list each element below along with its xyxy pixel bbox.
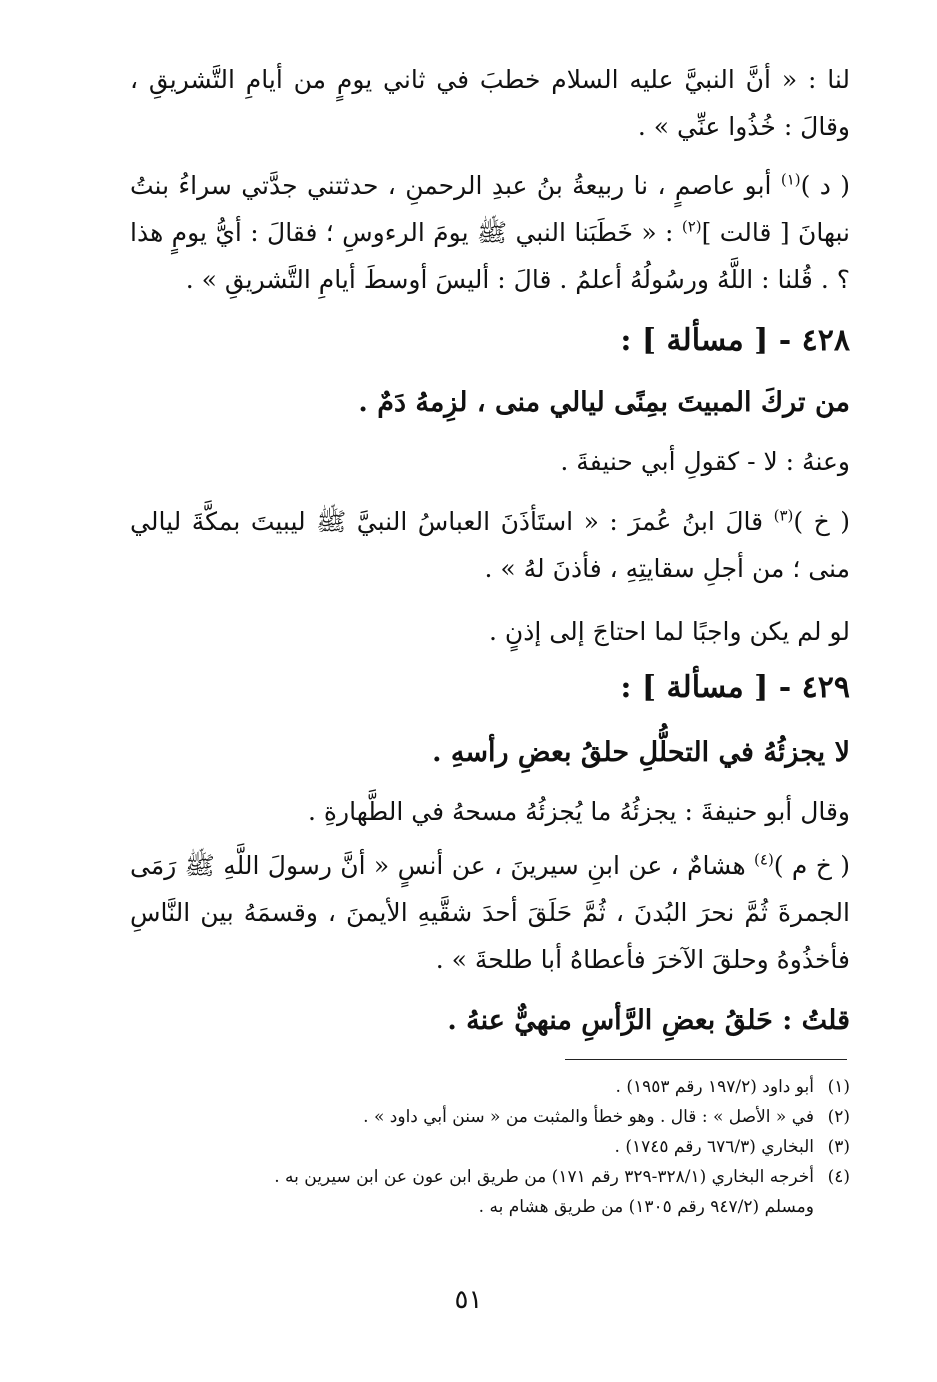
issue-428-narration-block	[130, 438, 850, 485]
opening-paragraph	[130, 56, 850, 150]
issue-heading: ٤٢٩ - [ مسألة ] :	[620, 670, 850, 705]
issue-narration: وقال أبو حنيفةَ : يجزئُهُ ما يُجزئُهُ مسحهُ في الطَّهارةِ .	[308, 797, 850, 826]
footnote-number: (٣)	[827, 1137, 850, 1157]
page-number: ٥١	[454, 1285, 483, 1315]
footnotes	[150, 1072, 850, 1222]
footnote-text: أبو داود (١٩٧/٢ رقم ١٩٥٣) .	[615, 1077, 814, 1097]
abu-dawud-paragraph	[130, 162, 850, 303]
evidence-text: هشامٌ ، عن ابنِ سيرينَ ، عن أنسٍ « أنَّ رسولَ اللَّهِ ﷺ رَمَى الجمرةَ ثُمَّ نحرَ البُدنَ ، ثُمَّ حَلَقَ أحدَ شقَّيهِ الأيمنَ ، وقسمَهُ بين النَّاسِ فأخذُوهُ وحلقَ الآخرَ فأعطاهُ أبا طلحةَ » .	[130, 851, 850, 974]
issue-429-heading-block	[130, 662, 850, 714]
footnote-ref[interactable]: (٢)	[681, 217, 702, 236]
paragraph-evidence-hadith: لنا : « أنَّ النبيَّ عليه السلام خطبَ في ثاني يومٍ من أيامِ التَّشريقِ ، وقالَ : خُذُوا عنِّي » .	[130, 65, 850, 141]
evidence-text: قالَ ابنُ عُمرَ : « استَأذَنَ العباسُ النبيَّ ﷺ ليبيتَ بمكَّةَ ليالي منى ؛ من أجلِ سقايتِهِ ، فأذنَ لهُ » .	[130, 507, 850, 583]
footnote-text: في « الأصل » : قال . وهو خطأ والمثبت من « سنن أبي داود » .	[363, 1107, 814, 1127]
issue-429-conclusion-block	[130, 996, 850, 1046]
issue-429-evidence-block	[130, 842, 850, 983]
footnote-item	[150, 1102, 850, 1132]
footnote-number: (٤)	[827, 1167, 850, 1187]
source-marker: ( خ م )	[773, 851, 850, 880]
source-marker: ( خ )	[793, 507, 850, 536]
footnote-ref[interactable]: (٤)	[754, 850, 774, 869]
narration-text: : « خَطَبَنا النبي ﷺ يومَ الرءوسِ ؛ فقالَ : أيُّ يومٍ هذا ؟ . قُلنا : اللَّهُ ورسُولُهُ أعلمُ . قالَ : أليسَ أوسطَ أيامِ التَّشريقِ » .	[130, 218, 850, 294]
issue-429-ruling-block	[130, 728, 850, 778]
issue-evidence	[130, 842, 850, 983]
footnote-item	[150, 1072, 850, 1102]
issue-429-narration-block	[130, 788, 850, 835]
issue-narration: وعنهُ : لا - كقولِ أبي حنيفةَ .	[560, 447, 850, 476]
issue-heading: ٤٢٨ - [ مسألة ] :	[620, 323, 850, 358]
footnote-continuation	[150, 1192, 850, 1222]
issue-428-heading-block	[130, 315, 850, 367]
footnote-text: البخاري (٦٧٦/٣ رقم ١٧٤٥) .	[614, 1137, 814, 1157]
source-marker: ( د )	[800, 171, 850, 200]
issue-ruling: من تركَ المبيتَ بمِنًى ليالي منى ، لزِمهُ دَمٌ .	[358, 387, 850, 418]
footnote-ref[interactable]: (١)	[780, 170, 801, 189]
issue-428-argument-block	[130, 608, 850, 655]
paragraph-abu-dawud	[130, 162, 850, 303]
footnote-text: ومسلم (٩٤٧/٢ رقم ١٣٠٥) من طريق هشام به .	[478, 1197, 814, 1217]
footnote-divider	[565, 1059, 847, 1060]
narration-text: أبو عاصمٍ ، نا ربيعةُ بنُ عبدِ الرحمنِ ، حدثتني جدَّتي سراءُ بنتُ نبهانَ [ قالت ]	[130, 171, 850, 247]
footnote-text: أخرجه البخاري (٣٢٨/١-٣٢٩ رقم ١٧١) من طريق ابن عون عن ابن سيرين به .	[274, 1167, 814, 1187]
footnote-number: (٢)	[827, 1107, 850, 1127]
issue-428-ruling-block	[130, 378, 850, 428]
issue-evidence	[130, 498, 850, 592]
footnote-item	[150, 1162, 850, 1192]
issue-conclusion: قلتُ : حَلقُ بعضِ الرَّأسِ منهيٌّ عنهُ .	[447, 1005, 850, 1036]
footnote-ref[interactable]: (٣)	[773, 506, 794, 525]
footnote-number: (١)	[827, 1077, 850, 1097]
issue-428-evidence-block	[130, 498, 850, 592]
footnote-item	[150, 1132, 850, 1162]
issue-argument: لو لم يكن واجبًا لما احتاجَ إلى إذنٍ .	[489, 617, 850, 646]
issue-ruling: لا يجزئُهُ في التحلُّلِ حلقُ بعضِ رأسهِ .	[432, 737, 850, 768]
